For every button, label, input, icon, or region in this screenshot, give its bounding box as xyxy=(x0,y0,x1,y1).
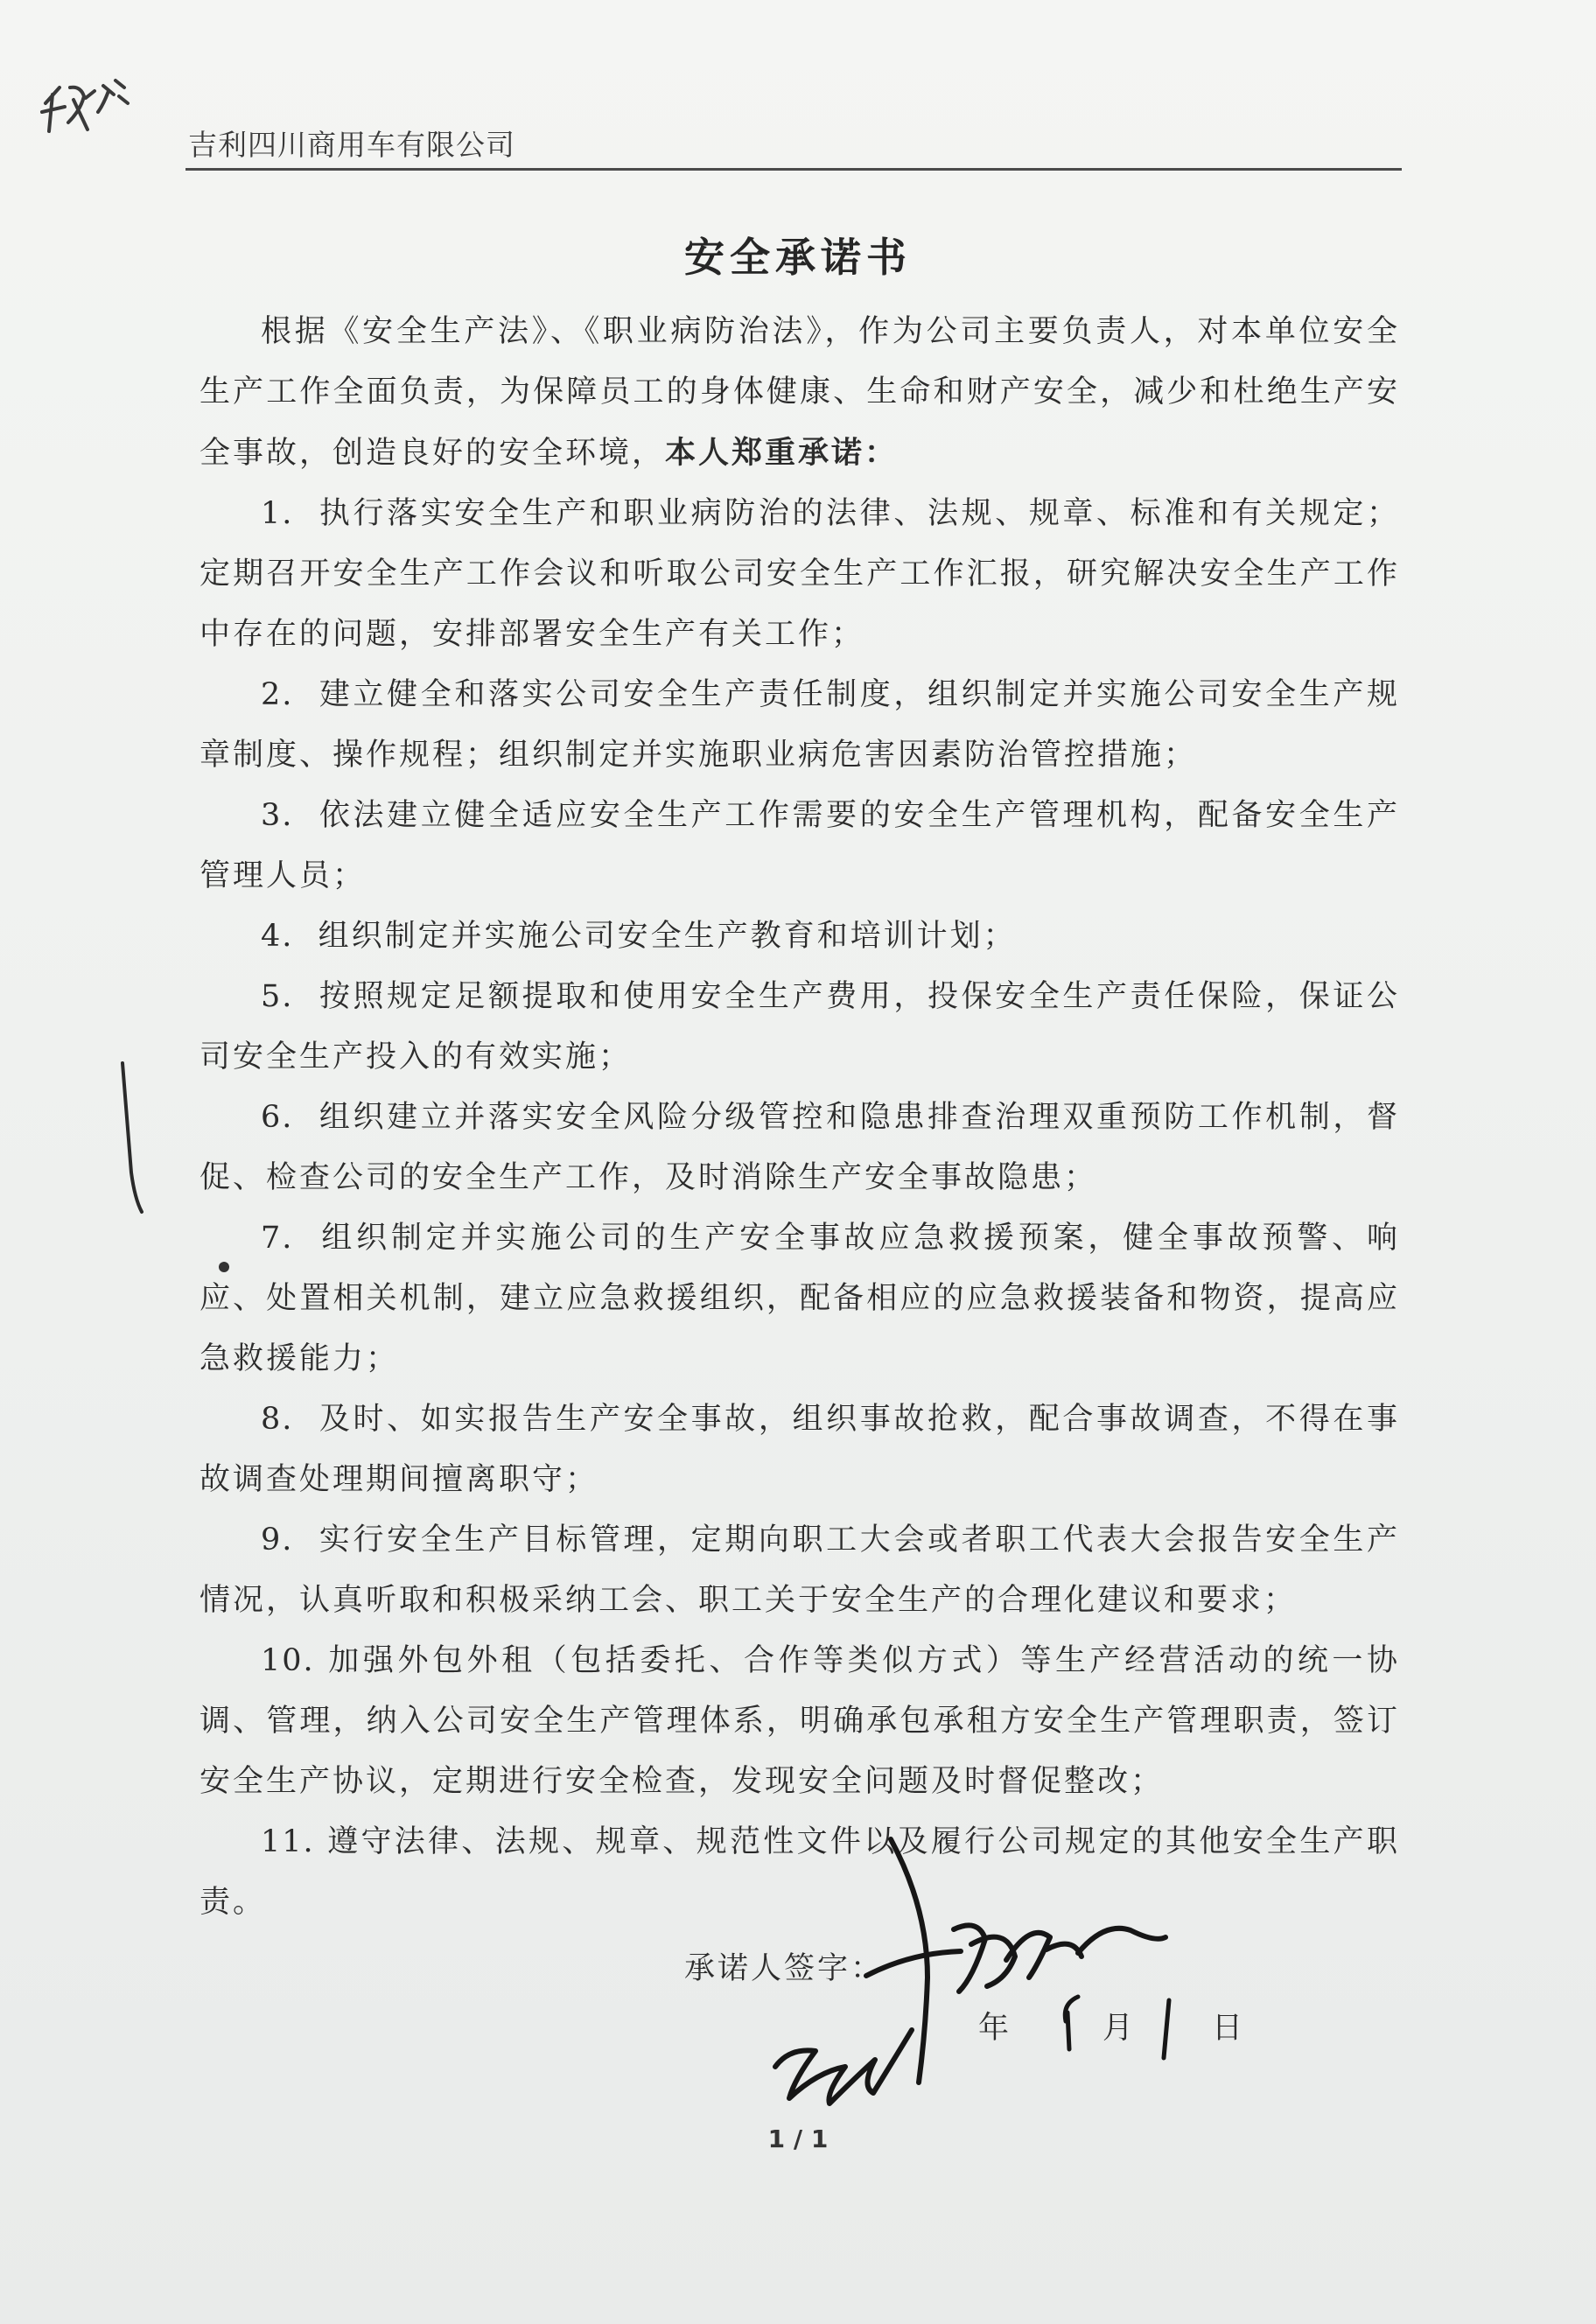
item-number: 11. xyxy=(261,1824,315,1859)
item-number: 7. xyxy=(261,1221,294,1256)
item-text: 遵守法律、法规、规章、规范性文件以及履行公司规定的其他安全生产职责。 xyxy=(200,1824,1400,1920)
item-number: 6. xyxy=(261,1100,294,1135)
item-number: 3. xyxy=(261,798,294,833)
company-header: 吉利四川商用车有限公司 xyxy=(188,128,515,162)
ink-dot xyxy=(219,1262,229,1272)
item-text: 组织建立并落实安全风险分级管控和隐患排查治理双重预防工作机制，督促、检查公司的安全生产工作，及时消除生产安全事故隐患； xyxy=(200,1100,1400,1195)
item-number: 4. xyxy=(261,919,294,954)
handwritten-day xyxy=(1164,2000,1169,2058)
item-text: 实行安全生产目标管理，定期向职工大会或者职工代表大会报告安全生产情况，认真听取和积极采纳工会、职工关于安全生产的合理化建议和要求； xyxy=(200,1522,1400,1618)
handwritten-corner-note xyxy=(42,80,128,131)
handwritten-month xyxy=(1065,1997,1078,2049)
item-text: 依法建立健全适应安全生产工作需要的安全生产管理机构，配备安全生产管理人员； xyxy=(200,798,1400,893)
date-day-label: 日 xyxy=(1212,2011,1243,2046)
intro-text: 根据《安全生产法》、《职业病防治法》，作为公司主要负责人，对本单位安全生产工作全面负责，为保障员工的身体健康、生命和财产安全，减少和杜绝生产安全事故，创造良好的安全环境， xyxy=(200,314,1400,471)
page-number: 1 / 1 xyxy=(767,2124,829,2153)
date-year-label: 年 xyxy=(978,2011,1010,2046)
item-text: 建立健全和落实公司安全生产责任制度，组织制定并实施公司安全生产规章制度、操作规程；组织制定并实施职业病危害因素防治管控措施； xyxy=(200,677,1400,773)
document-title: 安全承诺书 xyxy=(684,234,912,281)
item-number: 8. xyxy=(261,1402,294,1437)
margin-ink-stroke xyxy=(122,1063,142,1212)
item-number: 9. xyxy=(261,1522,294,1558)
handwritten-signature xyxy=(775,1839,1166,2104)
signature-label: 承诺人签字： xyxy=(684,1951,885,1986)
intro-pledge-bold: 本人郑重承诺： xyxy=(665,435,899,471)
item-number: 10. xyxy=(261,1643,315,1678)
item-text: 组织制定并实施公司安全生产教育和培训计划； xyxy=(318,919,1017,954)
item-number: 5. xyxy=(261,979,294,1014)
item-text: 加强外包外租（包括委托、合作等类似方式）等生产经营活动的统一协调、管理，纳入公司安全生产管理体系，明确承包承租方安全生产管理职责，签订安全生产协议，定期进行安全检查，发现安全问题及时督促整改； xyxy=(200,1643,1400,1799)
date-month-label: 月 xyxy=(1102,2011,1134,2046)
item-text: 按照规定足额提取和使用安全生产费用，投保安全生产责任保险，保证公司安全生产投入的有效实施； xyxy=(200,979,1400,1074)
item-text: 组织制定并实施公司的生产安全事故应急救援预案，健全事故预警、响应、处置相关机制，建立应急救援组织，配备相应的应急救援装备和物资，提高应急救援能力； xyxy=(200,1221,1400,1376)
item-number: 2. xyxy=(261,677,294,712)
item-text: 及时、如实报告生产安全事故，组织事故抢救，配合事故调查，不得在事故调查处理期间擅离职守； xyxy=(200,1402,1400,1497)
item-text: 执行落实安全生产和职业病防治的法律、法规、规章、标准和有关规定；定期召开安全生产工作会议和听取公司安全生产工作汇报，研究解决安全生产工作中存在的问题，安排部署安全生产有关工作； xyxy=(200,496,1400,652)
item-number: 1. xyxy=(261,496,294,531)
